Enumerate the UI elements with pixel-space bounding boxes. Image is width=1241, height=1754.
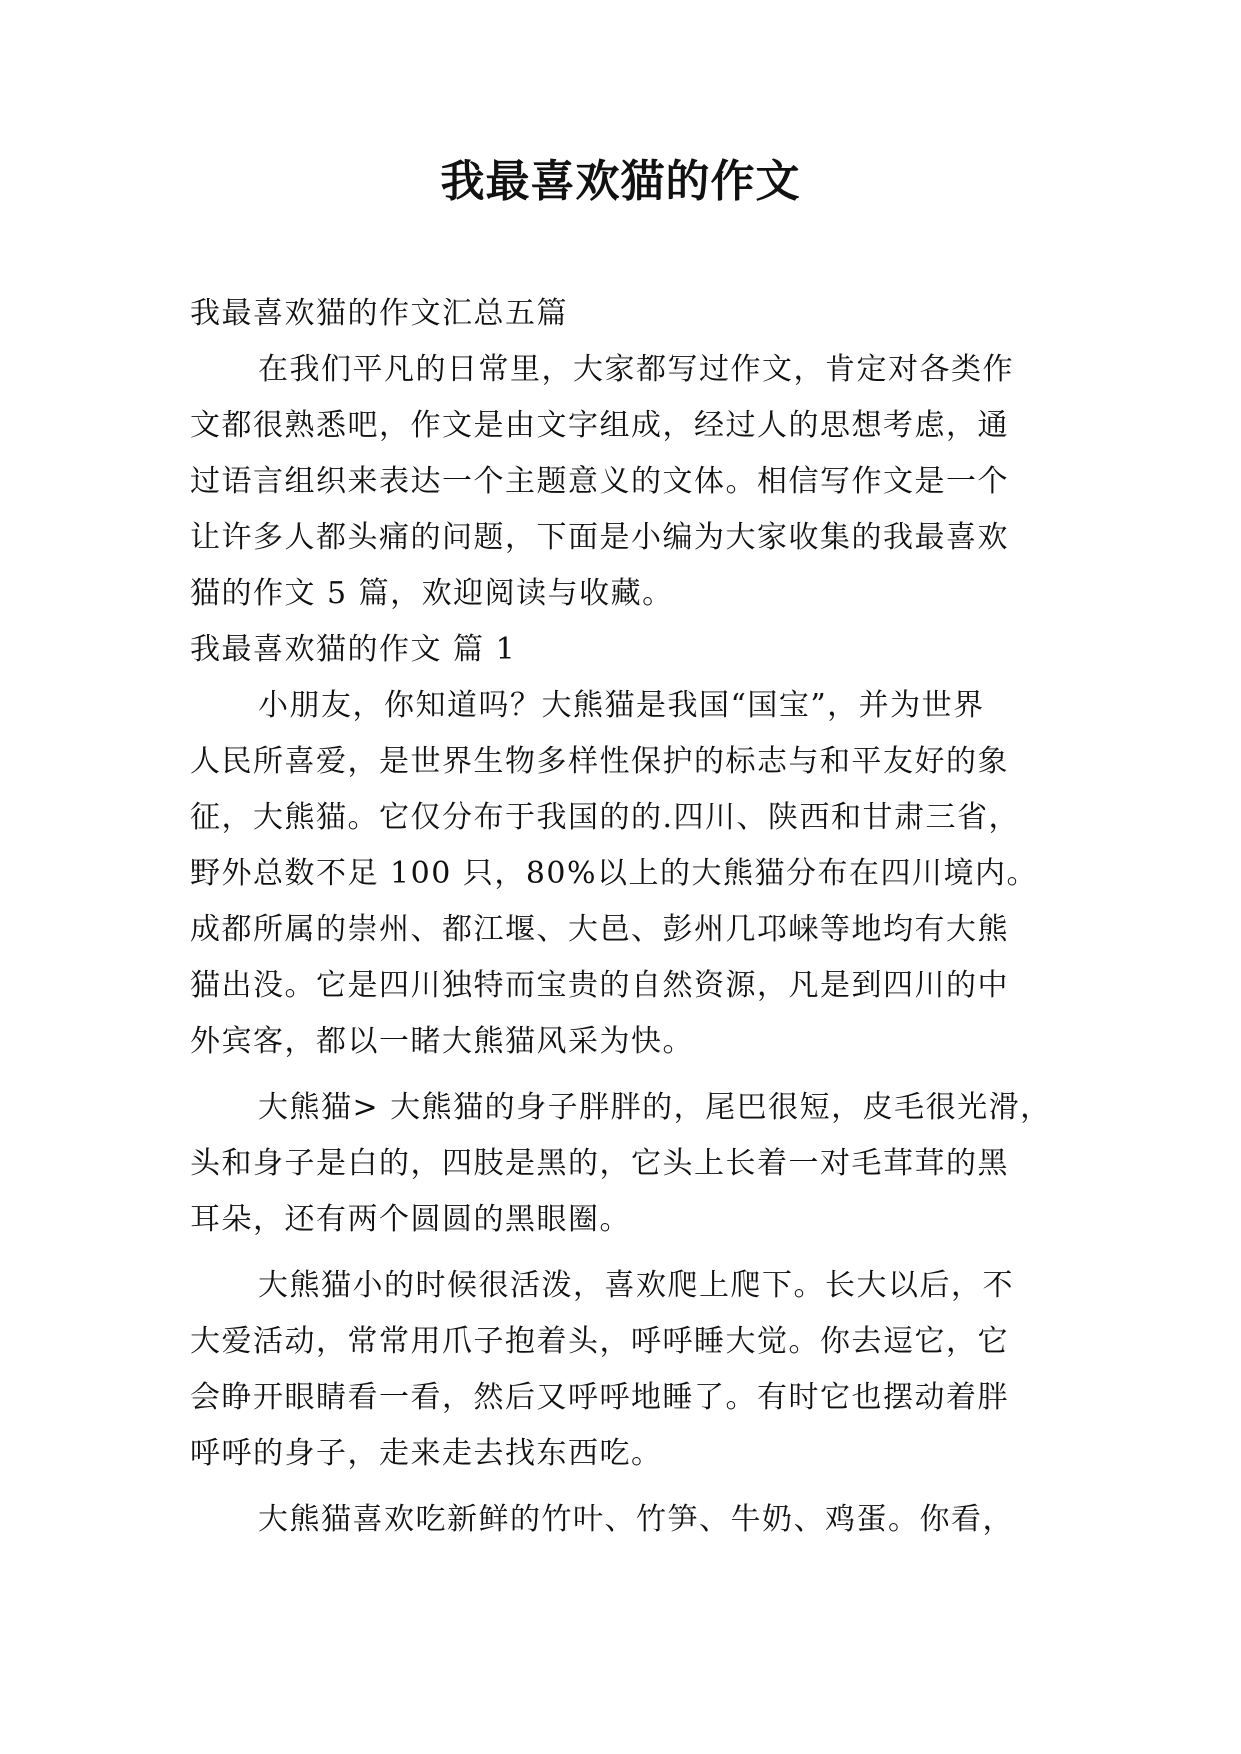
paragraph-3-line-3: 会睁开眼睛看一看，然后又呼呼地睡了。有时它也摆动着胖 bbox=[190, 1380, 1009, 1415]
paragraph-1-line-1: 小朋友，你知道吗？大熊猫是我国“国宝”，并为世界 bbox=[258, 688, 985, 723]
paragraph-4-line-1: 大熊猫喜欢吃新鲜的竹叶、竹笋、牛奶、鸡蛋。你看， bbox=[258, 1502, 1014, 1537]
paragraph-1-line-6: 猫出没。它是四川独特而宝贵的自然资源，凡是到四川的中 bbox=[190, 968, 1009, 1003]
document-title: 我最喜欢猫的作文 bbox=[440, 156, 801, 207]
collection-heading: 我最喜欢猫的作文汇总五篇 bbox=[190, 296, 568, 331]
paragraph-3-line-2: 大爱活动，常常用爪子抱着头，呼呼睡大觉。你去逗它，它 bbox=[190, 1324, 1009, 1359]
paragraph-2-line-3: 耳朵，还有两个圆圆的黑眼圈。 bbox=[190, 1202, 631, 1237]
intro-line-2: 文都很熟悉吧，作文是由文字组成，经过人的思想考虑，通 bbox=[190, 408, 1009, 443]
paragraph-1-line-7: 外宾客，都以一睹大熊猫风采为快。 bbox=[190, 1024, 694, 1059]
paragraph-3-line-4: 呼呼的身子，走来走去找东西吃。 bbox=[190, 1436, 663, 1471]
paragraph-1-line-2: 人民所喜爱，是世界生物多样性保护的标志与和平友好的象 bbox=[190, 744, 1009, 779]
paragraph-3-line-1: 大熊猫小的时候很活泼，喜欢爬上爬下。长大以后，不 bbox=[258, 1268, 1014, 1303]
paragraph-1-line-5: 成都所属的崇州、都江堰、大邑、彭州几邛崃等地均有大熊 bbox=[190, 912, 1009, 947]
document-body bbox=[190, 286, 1060, 1548]
paragraph-2-line-1: 大熊猫> 大熊猫的身子胖胖的，尾巴很短，皮毛很光滑， bbox=[258, 1090, 1052, 1125]
paragraph-1-line-4: 野外总数不足 100 只，80%以上的大熊猫分布在四川境内。 bbox=[190, 856, 1039, 891]
essay-1-heading: 我最喜欢猫的作文 篇 1 bbox=[190, 632, 517, 667]
intro-line-1: 在我们平凡的日常里，大家都写过作文，肯定对各类作 bbox=[258, 352, 1014, 387]
intro-line-4: 让许多人都头痛的问题，下面是小编为大家收集的我最喜欢 bbox=[190, 520, 1009, 555]
intro-line-5: 猫的作文 5 篇，欢迎阅读与收藏。 bbox=[190, 576, 674, 611]
intro-line-3: 过语言组织来表达一个主题意义的文体。相信写作文是一个 bbox=[190, 464, 1009, 499]
paragraph-2-line-2: 头和身子是白的，四肢是黑的，它头上长着一对毛茸茸的黑 bbox=[190, 1146, 1009, 1181]
paragraph-1-line-3: 征，大熊猫。它仅分布于我国的的.四川、陕西和甘肃三省， bbox=[190, 800, 1021, 835]
